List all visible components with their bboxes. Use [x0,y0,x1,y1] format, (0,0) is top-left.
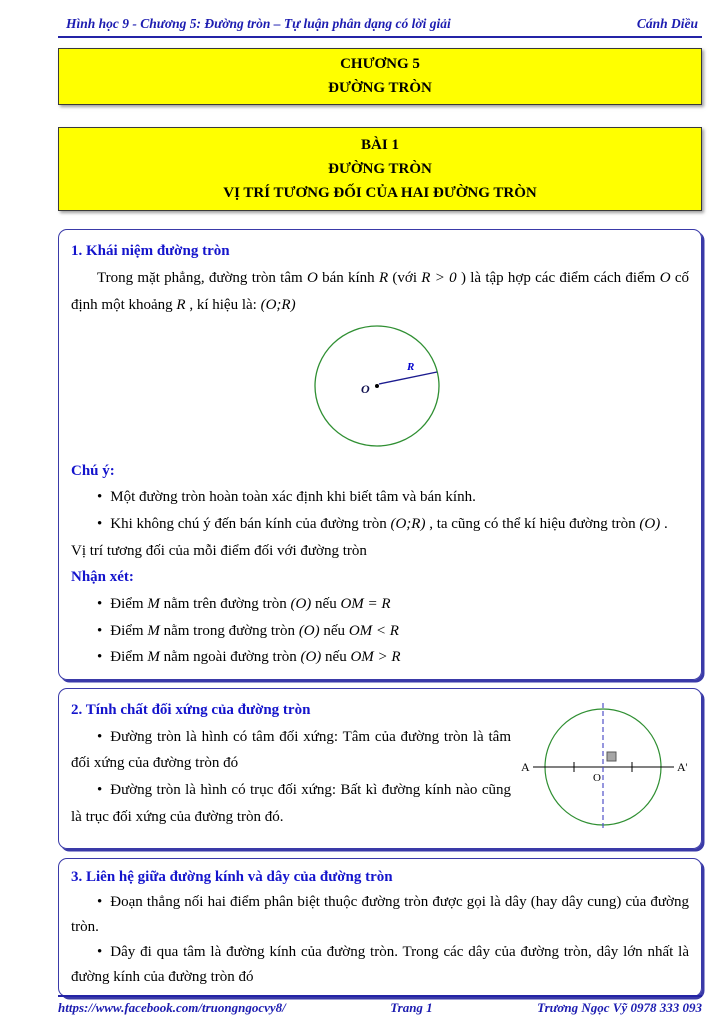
section2-box [58,688,702,849]
note-item: • Khi không chú ý đến bán kính của đường tròn (O;R) , ta cũng có thể kí hiệu đường tròn (O) . [71,511,689,538]
header-left-title: Hình học 9 - Chương 5: Đường tròn – Tự luận phân dạng có lời giải [66,16,451,31]
circle-center-dot [375,384,379,388]
lesson-name: ĐƯỜNG TRÒN [328,160,432,177]
lesson-subtitle: VỊ TRÍ TƯƠNG ĐỐI CỦA HAI ĐƯỜNG TRÒN [223,185,537,202]
header-right-brand: Cánh Diều [636,16,698,31]
chapter-title-box [58,48,702,105]
position-line: Vị trí tương đối của mỗi điểm đối với đường tròn [71,542,367,559]
section3-box [58,858,702,996]
page-number: Trang 1 [390,1000,433,1015]
section1-heading: 1. Khái niệm đường tròn [71,243,230,260]
section2-heading: 2. Tính chất đối xứng của đường tròn [71,702,311,719]
center-label: O [361,381,370,396]
lesson-number: BÀI 1 [361,136,399,153]
remark-heading: Nhận xét: [71,569,134,586]
note-item: • Một đường tròn hoàn toàn xác định khi biết tâm và bán kính. [71,484,689,511]
remark-item: • Điểm M nằm ngoài đường tròn (O) nếu OM > R [71,644,689,671]
radius-line [379,372,437,384]
note-heading: Chú ý: [71,462,115,479]
section3-heading: 3. Liên hệ giữa đường kính và dây của đường tròn [71,869,393,886]
remark-item: • Điểm M nằm trên đường tròn (O) nếu OM = R [71,591,689,618]
point-a-prime-label: A' [677,760,687,775]
symmetry-figure-svg [519,695,687,835]
author-contact: Trương Ngọc Vỹ 0978 333 093 [537,1000,702,1015]
gray-square-marker [607,752,616,761]
section2-bullet: • Đường tròn là hình có tâm đối xứng: Tâm của đường tròn là tâm đối xứng của đường tròn đó [71,724,689,777]
section3-bullet: • Dây đi qua tâm là đường kính của đường tròn. Trong các dây của đường tròn, dây lớn nhất là đường kính của đường tròn đó [71,940,689,990]
facebook-link[interactable]: https://www.facebook.com/truongngocvy8/ [58,1000,286,1015]
symmetry-figure [517,695,689,840]
center-o-label: O [593,772,601,785]
section1-box [58,229,702,680]
lesson-title-box [58,127,702,212]
radius-label: R [407,360,415,373]
page-footer [58,995,702,1016]
section1-intro: Trong mặt phẳng, đường tròn tâm O bán kính R (với R > 0 ) là tập hợp các điểm cách điểm O cố định một khoảng R , kí hiệu là: (O;R) [71,270,689,313]
point-a-label: A [521,760,530,775]
section2-bullet: • Đường tròn là hình có trục đối xứng: Bất kì đường kính nào cũng là trục đối xứng của đường tròn đó. [71,777,689,830]
chapter-number: CHƯƠNG 5 [340,56,420,72]
circle-figure [71,322,689,455]
chapter-name: ĐƯỜNG TRÒN [328,80,432,97]
page-header [58,16,702,38]
remark-item: • Điểm M nằm trong đường tròn (O) nếu OM < R [71,618,689,645]
circle-figure-svg [305,322,455,450]
section3-bullet: • Đoạn thẳng nối hai điểm phân biệt thuộc đường tròn được gọi là dây (hay dây cung) của đường tròn. [71,890,689,940]
